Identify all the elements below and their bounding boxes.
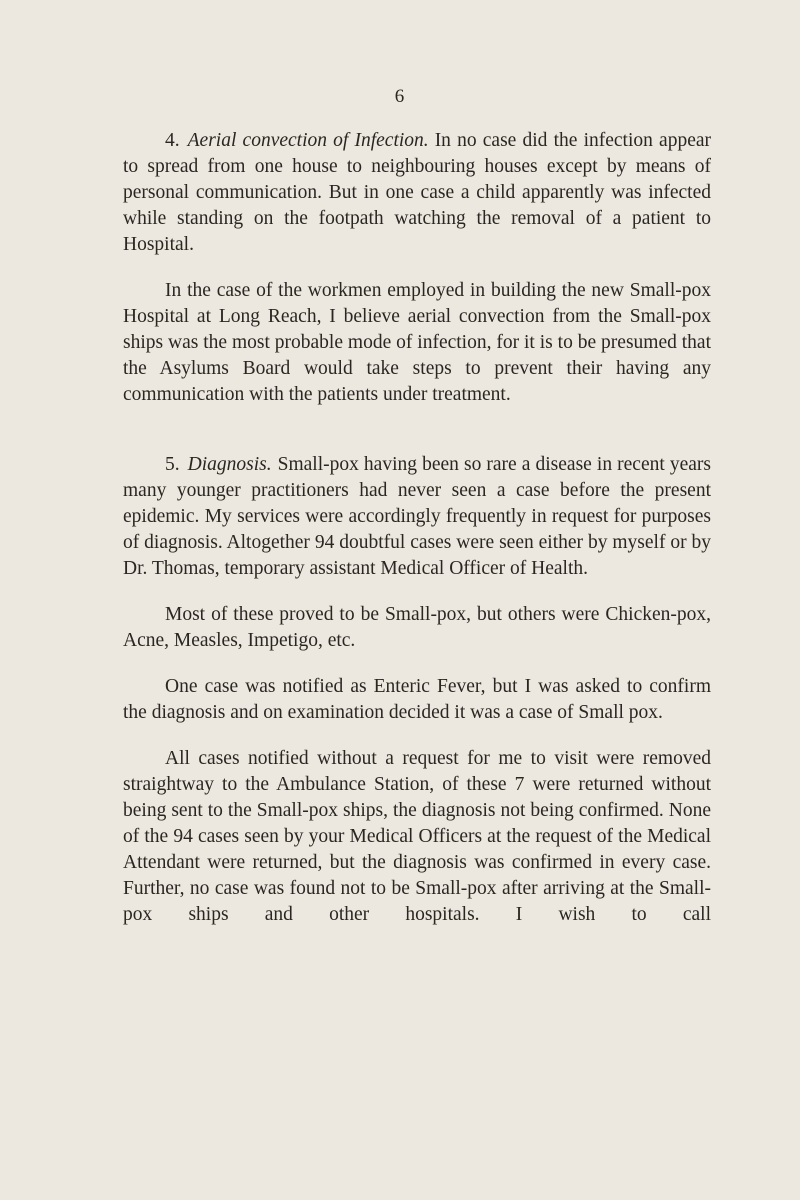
section-5-paragraph-4: All cases notified without a request for me to visit were removed straightway to the Ambulance Station, of these 7 were returned without being sent to the Small-pox ships, the diagnosis not being confirmed. None of the 94 cases seen by your Medical Officers at the request of the Medical Attendant were returned, but the diagnosis was confirmed in every case. Further, no case was found not to be Small-pox after arriving at the Small-pox ships and other hospitals. I wish to call: [123, 748, 711, 925]
section-5-text-1: Small-pox having been so rare a disease in recent years many younger practitioners had never seen a case before the present epidemic. My services were accordingly frequently in request for purposes of diagnosis. Altogether 94 doubtful cases were seen either by myself or by Dr. Thomas, temporary assistant Medical Officer of Health.: [123, 454, 711, 579]
section-4-paragraph-2: In the case of the workmen employed in building the new Small-pox Hospital at Long Reach, I believe aerial convection from the Small-pox ships was the most probable mode of infection, for it is to be presumed that the Asylums Board would take steps to prevent their having any communication with the patients under treatment.: [123, 280, 711, 405]
section-4-paragraph-1: [123, 128, 711, 258]
section-4-title: Aerial convection of Infection.: [187, 130, 429, 151]
section-5-paragraph-1: [123, 452, 711, 582]
section-4-text-1: In no case did the infection appear to spread from one house to neighbouring houses except by means of personal communication. But in one case a child apparently was infected while standing on the footpath watching the removal of a patient to Hospital.: [123, 130, 712, 255]
section-5-number: 5.: [165, 454, 180, 475]
section-5-title: Diagnosis.: [187, 454, 272, 475]
page-number: 6: [394, 86, 406, 107]
section-5-paragraph-2: Most of these proved to be Small-pox, but others were Chicken-pox, Acne, Measles, Impetigo, etc.: [123, 604, 711, 651]
section-5-paragraph-3: One case was notified as Enteric Fever, but I was asked to confirm the diagnosis and on examination decided it was a case of Small pox.: [123, 676, 711, 723]
section-4-number: 4.: [165, 130, 180, 151]
body-text: [123, 128, 711, 928]
